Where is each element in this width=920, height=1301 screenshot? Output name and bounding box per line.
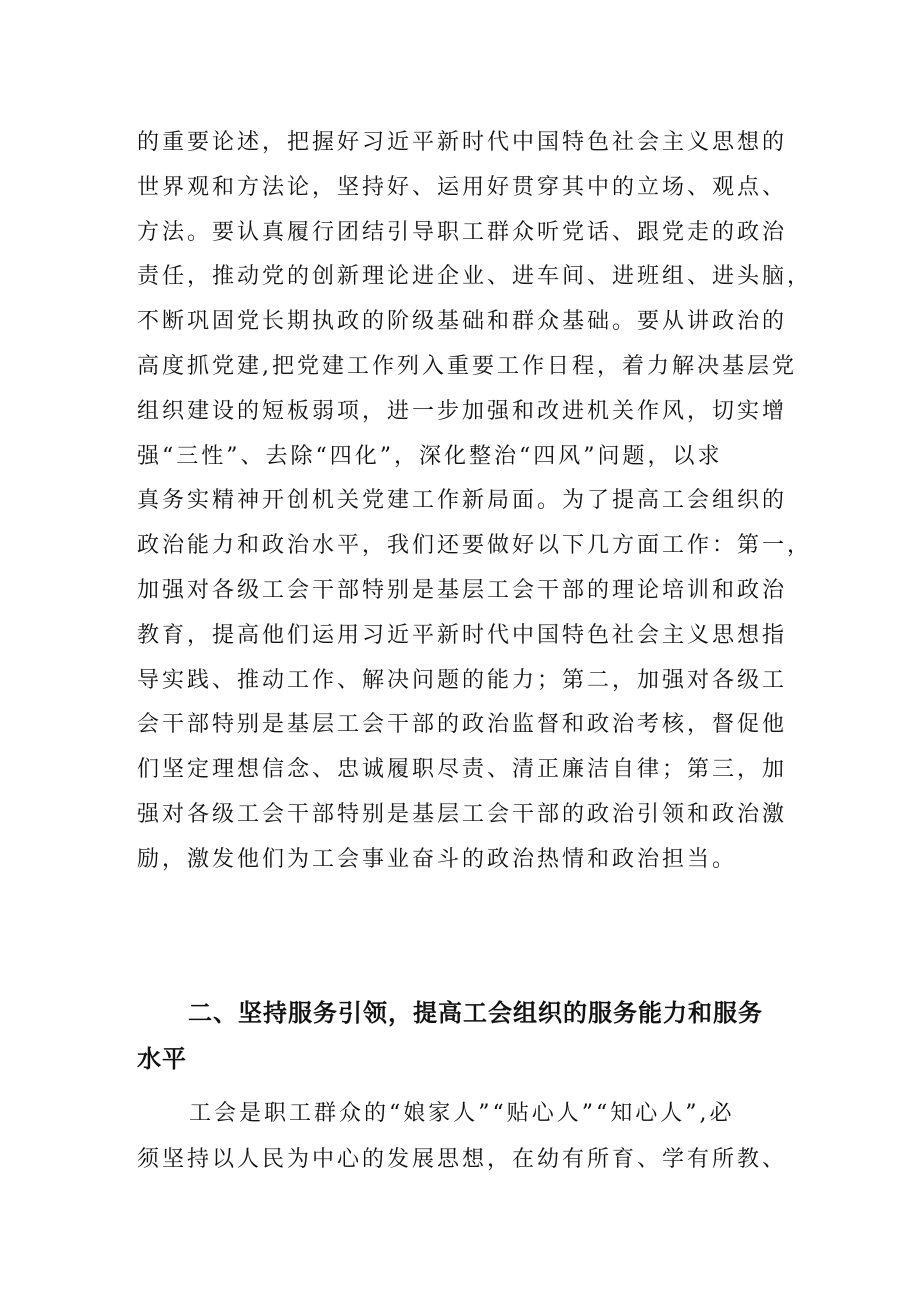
paragraph-line: 须坚持以人民为中心的发展思想，在幼有所育、学有所教、 (137, 1147, 788, 1172)
heading-line: 二、坚持服务引领，提高工会组织的服务能力和服务 (188, 999, 763, 1027)
paragraph-line: 真务实精神开创机关党建工作新局面。为了提高工会组织的 (137, 488, 788, 514)
paragraph-line: 政治能力和政治水平，我们还要做好以下几方面工作：第一， (137, 533, 813, 559)
paragraph-line: 会干部特别是基层工会干部的政治监督和政治考核，督促他 (137, 712, 788, 738)
heading-line: 水平 (137, 1045, 187, 1073)
paragraph-line: 励，激发他们为工会事业奋斗的政治热情和政治担当。 (137, 846, 738, 872)
paragraph-line: 组织建设的短板弱项，进一步加强和改进机关作风，切实增 (137, 398, 788, 424)
paragraph-line: 方法。要认真履行团结引导职工群众听党话、跟党走的政治 (137, 219, 788, 245)
paragraph-line: 强对各级工会干部特别是基层工会干部的政治引领和政治激 (137, 801, 788, 827)
paragraph-line: 加强对各级工会干部特别是基层工会干部的理论培训和政治 (137, 577, 788, 603)
paragraph-line: 责任，推动党的创新理论进企业、进车间、进班组、进头脑， (137, 264, 813, 290)
paragraph-line: 不断巩固党长期执政的阶级基础和群众基础。要从讲政治的 (137, 309, 788, 335)
section-heading (137, 990, 763, 1082)
paragraph-line: 教育，提高他们运用习近平新时代中国特色社会主义思想指 (137, 622, 788, 648)
paragraph-line: 世界观和方法论，坚持好、运用好贯穿其中的立场、观点、 (137, 174, 788, 200)
section-paragraph (137, 1091, 787, 1183)
paragraph-line: 导实践、推动工作、解决问题的能力；第二，加强对各级工 (137, 667, 788, 693)
body-paragraph (137, 121, 812, 883)
paragraph-line: 的重要论述，把握好习近平新时代中国特色社会主义思想的 (137, 130, 788, 155)
paragraph-line: 们坚定理想信念、忠诚履职尽责、清正廉洁自律；第三，加 (137, 757, 788, 783)
paragraph-line: 强“三性”、去除“四化”，深化整治“四风”问题，以求 (137, 443, 723, 469)
paragraph-line: 工会是职工群众的“娘家人”“贴心人”“知心人”,必 (189, 1101, 735, 1126)
paragraph-line: 高度抓党建,把党建工作列入重要工作日程，着力解决基层党 (137, 353, 797, 379)
